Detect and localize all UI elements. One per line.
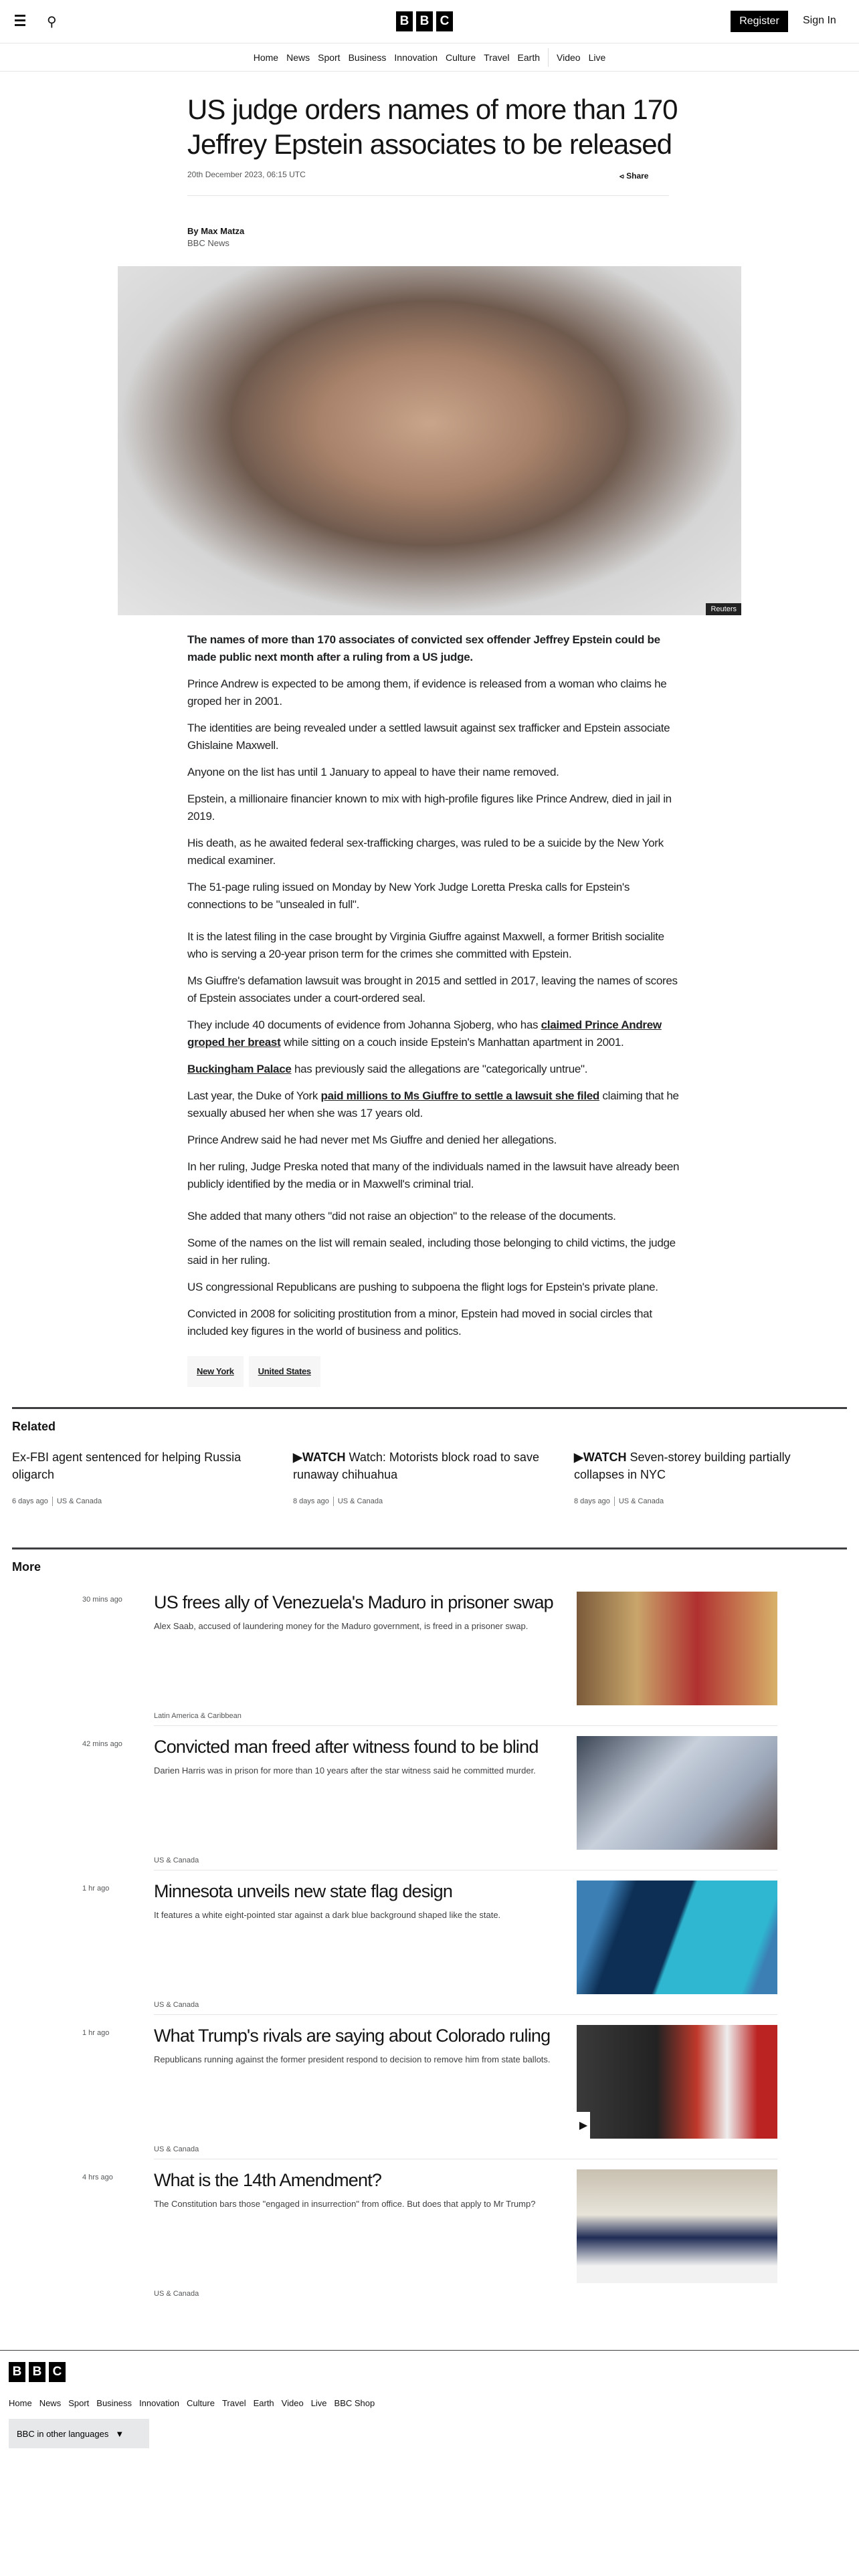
share-icon: ⪦	[619, 171, 627, 181]
paragraph: In her ruling, Judge Preska noted that many of the individuals named in the lawsuit have already been publicly identified by the media or in Maxwell's criminal trial.	[187, 1160, 680, 1190]
nav-sport[interactable]: Sport	[318, 51, 341, 63]
footer-nav-business[interactable]: Business	[96, 2398, 132, 2408]
related-title-wrap	[293, 1448, 561, 1483]
thumbnail-image[interactable]	[577, 2025, 777, 2139]
share-label: Share	[626, 171, 649, 181]
byline-org: BBC News	[187, 238, 229, 248]
lead-paragraph: The names of more than 170 associates of convicted sex offender Jeffrey Epstein could be made public next month after a ruling from a US judge.	[187, 633, 660, 663]
time: 6 days ago	[12, 1497, 48, 1505]
related-title-wrap	[574, 1448, 842, 1483]
menu-icon[interactable]	[15, 15, 25, 27]
related-item[interactable]	[12, 1448, 280, 1510]
headline[interactable]: Convicted man freed after witness found to be blind	[154, 1737, 539, 1757]
footer-nav-travel[interactable]: Travel	[221, 2398, 246, 2408]
time: 30 mins ago	[82, 1596, 122, 1604]
footer-nav-news[interactable]: News	[39, 2398, 62, 2408]
footer-bbc-logo[interactable]: B B C	[9, 2362, 859, 2382]
watch-label: WATCH	[302, 1451, 346, 1464]
category: US & Canada	[618, 1497, 664, 1505]
nav-innovation[interactable]: Innovation	[394, 51, 438, 63]
inline-link[interactable]: claimed Prince Andrew groped her breast	[187, 1018, 662, 1049]
topic-tags	[187, 1356, 682, 1387]
paragraph: US congressional Republicans are pushing to subpoena the flight logs for Epstein's private plane.	[187, 1281, 658, 1293]
meta	[293, 1493, 561, 1510]
footer-nav-culture[interactable]: Culture	[187, 2398, 215, 2408]
languages-label: BBC in other languages	[17, 2428, 109, 2439]
more-item[interactable]	[0, 1592, 859, 1732]
watch-badge: ▶WATCH	[574, 1451, 627, 1464]
tag-united-states[interactable]: United States	[249, 1356, 320, 1387]
bbc-logo[interactable]: B B C	[396, 11, 453, 31]
item-text	[154, 1592, 562, 1725]
category: US & Canada	[154, 1856, 199, 1864]
article-body	[187, 631, 682, 1387]
nav-travel[interactable]: Travel	[484, 51, 510, 63]
footer-nav-video[interactable]: Video	[281, 2398, 304, 2408]
more-item[interactable]	[0, 1881, 859, 2021]
nav-earth[interactable]: Earth	[517, 51, 540, 63]
divider	[154, 2014, 777, 2015]
summary: Republicans running against the former president respond to decision to remove him from state ballots.	[154, 2054, 551, 2064]
category: US & Canada	[56, 1497, 102, 1505]
languages-dropdown[interactable]	[9, 2419, 149, 2448]
item-text	[154, 2169, 562, 2303]
site-footer	[0, 2350, 859, 2462]
share-button[interactable]	[619, 171, 648, 181]
thumbnail-image[interactable]	[577, 2169, 777, 2283]
related-heading: Related	[12, 1420, 56, 1433]
footer-nav-live[interactable]: Live	[310, 2398, 327, 2408]
image-credit: Reuters	[706, 603, 741, 615]
time: 8 days ago	[574, 1497, 610, 1505]
paragraph: The identities are being revealed under a settled lawsuit against sex trafficker and Epstein associate Ghislaine Maxwell.	[187, 722, 670, 752]
paragraph: She added that many others "did not raise an objection" to the release of the documents.	[187, 1210, 616, 1222]
paragraph: The 51-page ruling issued on Monday by New York Judge Loretta Preska calls for Epstein's connections to be "unsealed in full".	[187, 881, 630, 911]
related-title: Seven-storey building partially collapses in NYC	[574, 1451, 791, 1481]
item-text	[154, 1881, 562, 2014]
summary: Darien Harris was in prison for more than 10 years after the star witness said he committed murder.	[154, 1765, 536, 1776]
thumbnail-image[interactable]	[577, 1736, 777, 1850]
category: US & Canada	[154, 2001, 199, 2009]
play-icon[interactable]: ▶	[577, 2112, 590, 2139]
paragraph: Prince Andrew is expected to be among them, if evidence is released from a woman who claims he groped her in 2001.	[187, 677, 667, 708]
paragraph	[187, 1087, 682, 1122]
footer-nav-home[interactable]: Home	[9, 2398, 32, 2408]
related-title: Ex-FBI agent sentenced for helping Russia oligarch	[12, 1451, 242, 1481]
text: has previously said the allegations are "categorically untrue".	[291, 1063, 588, 1075]
paragraph	[187, 1061, 682, 1078]
time: 1 hr ago	[82, 2029, 110, 2037]
time: 8 days ago	[293, 1497, 329, 1505]
nav-live[interactable]: Live	[588, 51, 606, 63]
more-item[interactable]	[0, 2025, 859, 2165]
thumbnail-image[interactable]	[577, 1592, 777, 1705]
search-icon[interactable]: ⚲	[47, 15, 57, 29]
inline-link[interactable]: Buckingham Palace	[187, 1063, 292, 1075]
nav-news[interactable]: News	[286, 51, 310, 63]
related-title: Watch: Motorists block road to save runaway chihuahua	[293, 1451, 539, 1481]
inline-link[interactable]: paid millions to Ms Giuffre to settle a lawsuit she filed	[320, 1089, 599, 1102]
related-item[interactable]	[574, 1448, 842, 1510]
paragraph	[187, 1016, 682, 1051]
thumbnail-image[interactable]	[577, 1881, 777, 1994]
divider	[154, 1725, 777, 1726]
nav-home[interactable]: Home	[253, 51, 279, 63]
tag-new-york[interactable]: New York	[187, 1356, 244, 1387]
item-text	[154, 1736, 562, 1870]
footer-nav-sport[interactable]: Sport	[68, 2398, 90, 2408]
more-item[interactable]	[0, 1736, 859, 1876]
paragraph: Ms Giuffre's defamation lawsuit was brought in 2015 and settled in 2017, leaving the names of scores of Epstein associates under a court-ordered seal.	[187, 974, 678, 1004]
section-rule	[12, 1547, 847, 1549]
category: Latin America & Caribbean	[154, 1712, 242, 1720]
footer-nav	[9, 2398, 859, 2408]
related-item[interactable]	[293, 1448, 561, 1510]
caret-down-icon: ▼	[115, 2428, 124, 2439]
nav-culture[interactable]: Culture	[446, 51, 476, 63]
headline[interactable]: What is the 14th Amendment?	[154, 2170, 382, 2190]
text: while sitting on a couch inside Epstein's Manhattan apartment in 2001.	[280, 1036, 624, 1049]
time: 42 mins ago	[82, 1740, 122, 1748]
more-item[interactable]	[0, 2169, 859, 2310]
category: US & Canada	[337, 1497, 383, 1505]
text: claiming that he sexually abused her when she was 17 years old.	[187, 1089, 679, 1119]
headline[interactable]: What Trump's rivals are saying about Colorado ruling	[154, 2026, 551, 2046]
related-list	[12, 1448, 859, 1510]
headline[interactable]: US frees ally of Venezuela's Maduro in prisoner swap	[154, 1592, 553, 1612]
headline[interactable]: Minnesota unveils new state flag design	[154, 1881, 453, 1901]
paragraph: Prince Andrew said he had never met Ms Giuffre and denied her allegations.	[187, 1134, 557, 1146]
paragraph: It is the latest filing in the case brought by Virginia Giuffre against Maxwell, a former British socialite who is serving a 20-year prison term for the crimes she committed with Epstein.	[187, 930, 664, 960]
section-rule	[12, 1407, 847, 1409]
content-flow	[0, 631, 859, 2462]
main-nav	[0, 43, 859, 72]
paragraph: Anyone on the list has until 1 January to appeal to have their name removed.	[187, 766, 559, 778]
summary: It features a white eight-pointed star against a dark blue background shaped like the state.	[154, 1910, 501, 1920]
watch-label: WATCH	[583, 1451, 627, 1464]
nav-business[interactable]: Business	[348, 51, 387, 63]
time: 4 hrs ago	[82, 2173, 113, 2181]
register-button[interactable]: Register	[731, 11, 788, 32]
category: US & Canada	[154, 2145, 199, 2153]
footer-nav-earth[interactable]: Earth	[253, 2398, 274, 2408]
meta	[12, 1493, 280, 1510]
more-heading: More	[12, 1560, 41, 1574]
footer-nav-innovation[interactable]: Innovation	[139, 2398, 180, 2408]
article-date: 20th December 2023, 06:15 UTC	[187, 170, 306, 179]
divider	[187, 195, 669, 196]
text: Last year, the Duke of York	[187, 1089, 321, 1102]
sign-in-link[interactable]: Sign In	[803, 15, 836, 26]
category: US & Canada	[154, 2290, 199, 2298]
nav-divider	[548, 48, 549, 67]
watch-badge: ▶WATCH	[293, 1451, 346, 1464]
item-text	[154, 2025, 562, 2159]
paragraph: Epstein, a millionaire financier known to mix with high-profile figures like Prince Andrew, died in jail in 2019.	[187, 792, 672, 823]
paragraph: Convicted in 2008 for soliciting prostitution from a minor, Epstein had moved in social circles that included key figures in the world of business and politics.	[187, 1307, 652, 1337]
footer-nav-shop[interactable]: BBC Shop	[334, 2398, 375, 2408]
meta	[574, 1493, 842, 1510]
byline: By Max Matza	[187, 226, 245, 236]
summary: Alex Saab, accused of laundering money for the Maduro government, is freed in a prisoner swap.	[154, 1621, 529, 1631]
paragraph: Some of the names on the list will remain sealed, including those belonging to child victims, the judge said in her ruling.	[187, 1237, 676, 1267]
text: They include 40 documents of evidence from Johanna Sjoberg, who has	[187, 1018, 541, 1031]
nav-video[interactable]: Video	[557, 51, 581, 63]
summary: The Constitution bars those "engaged in insurrection" from office. But does that apply to Mr Trump?	[154, 2199, 536, 2209]
paragraph: His death, as he awaited federal sex-trafficking charges, was ruled to be a suicide by the New York medical examiner.	[187, 837, 664, 867]
hero-image	[118, 266, 741, 615]
article-title: US judge orders names of more than 170 Jeffrey Epstein associates to be released	[187, 94, 678, 160]
time: 1 hr ago	[82, 1885, 110, 1893]
